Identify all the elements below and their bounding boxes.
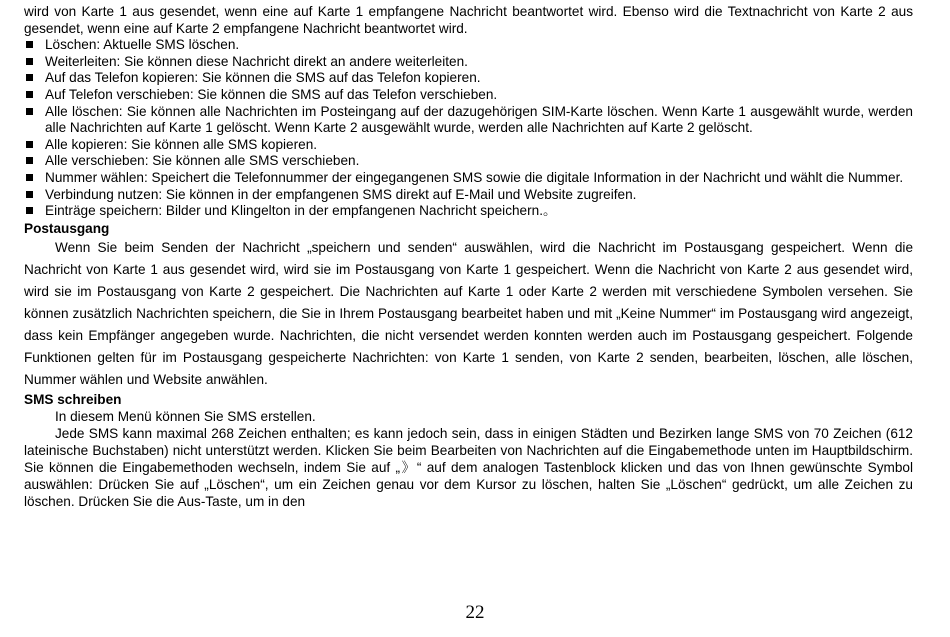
list-item: Nummer wählen: Speichert die Telefonnummer der eingegangenen SMS sowie die digitale Information in der Nachricht und wählt die Nummer.: [24, 170, 913, 187]
bullet-square-icon: [26, 207, 33, 214]
intro-paragraph: wird von Karte 1 aus gesendet, wenn eine auf Karte 1 empfangene Nachricht beantwortet wird. Ebenso wird die Textnachricht von Karte 2 aus gesendet, wenn eine auf Karte 2 empfangene Nachricht beantwortet wird.: [24, 4, 913, 36]
document-page: [24, 4, 913, 510]
list-item: Weiterleiten: Sie können diese Nachricht direkt an andere weiterleiten.: [24, 54, 913, 71]
sms-schreiben-intro: In diesem Menü können Sie SMS erstellen.: [55, 408, 316, 424]
options-list: [24, 37, 913, 220]
bullet-square-icon: [26, 174, 33, 181]
list-item: Alle löschen: Sie können alle Nachrichten im Posteingang auf der dazugehörigen SIM-Karte löschen. Wenn Karte 1 ausgewählt wurde, werden alle Nachrichten auf Karte 1 gelöscht. Wenn Karte 2 ausgewählt wurde, werden alle Nachrichten auf Karte 2 gelöscht.: [24, 104, 913, 137]
bullet-square-icon: [26, 58, 33, 65]
bullet-square-icon: [26, 108, 33, 115]
bullet-square-icon: [26, 141, 33, 148]
list-item: Alle verschieben: Sie können alle SMS verschieben.: [24, 153, 913, 170]
bullet-square-icon: [26, 191, 33, 198]
list-item: Verbindung nutzen: Sie können in der empfangenen SMS direkt auf E-Mail und Website zugreifen.: [24, 187, 913, 204]
list-item: Einträge speichern: Bilder und Klingelton in der empfangenen Nachricht speichern.。: [24, 203, 913, 220]
sms-schreiben-heading: SMS schreiben: [24, 391, 122, 407]
sms-schreiben-paragraph: Jede SMS kann maximal 268 Zeichen enthalten; es kann jedoch sein, dass in einigen Städten und Bezirken lange SMS von 70 Zeichen (612 lateinische Buchstaben) nicht unterstützt werden. Klicken Sie beim Bearbeiten von Nachrichten auf die Eingabemethode unten im Hauptbildschirm. Sie können die Eingabemethoden wechseln, indem Sie auf „》“ auf dem analogen Tastenblock klicken und das von Ihnen gewünschte Symbol auswählen: Drücken Sie auf „Löschen“, um ein Zeichen genau vor dem Kursor zu löschen, halten Sie „Löschen“ gedrückt, um alle Zeichen zu löschen. Drücken Sie die Aus-Taste, um in den: [24, 425, 913, 509]
page-number: 22: [465, 602, 485, 623]
list-item: Alle kopieren: Sie können alle SMS kopieren.: [24, 137, 913, 154]
bullet-square-icon: [26, 74, 33, 81]
postausgang-paragraph: Wenn Sie beim Senden der Nachricht „speichern und senden“ auswählen, wird die Nachricht im Postausgang gespeichert. Wenn die Nachricht von Karte 1 aus gesendet wird, wird sie im Postausgang von Karte 1 gespeichert. Wenn die Nachricht von Karte 2 aus gesendet wird, wird sie im Postausgang von Karte 2 gespeichert. Die Nachrichten auf Karte 1 oder Karte 2 werden mit verschiedene Symbolen versehen. Sie können zusätzlich Nachrichten speichern, die Sie in Ihrem Postausgang bearbeitet haben und mit „Keine Nummer“ im Postausgang wird angezeigt, dass kein Empfänger angegeben wurde. Nachrichten, die nicht versendet werden konnten werden auch im Postausgang gespeichert. Folgende Funktionen gelten für im Postausgang gespeicherte Nachrichten: von Karte 1 senden, von Karte 2 senden, bearbeiten, löschen, alle löschen, Nummer wählen und Website anwählen.: [24, 239, 913, 387]
list-item: Löschen: Aktuelle SMS löschen.: [24, 37, 913, 54]
list-item: Auf das Telefon kopieren: Sie können die SMS auf das Telefon kopieren.: [24, 70, 913, 87]
bullet-square-icon: [26, 41, 33, 48]
list-item: Auf Telefon verschieben: Sie können die SMS auf das Telefon verschieben.: [24, 87, 913, 104]
postausgang-heading: Postausgang: [24, 220, 110, 236]
bullet-square-icon: [26, 91, 33, 98]
bullet-square-icon: [26, 157, 33, 164]
